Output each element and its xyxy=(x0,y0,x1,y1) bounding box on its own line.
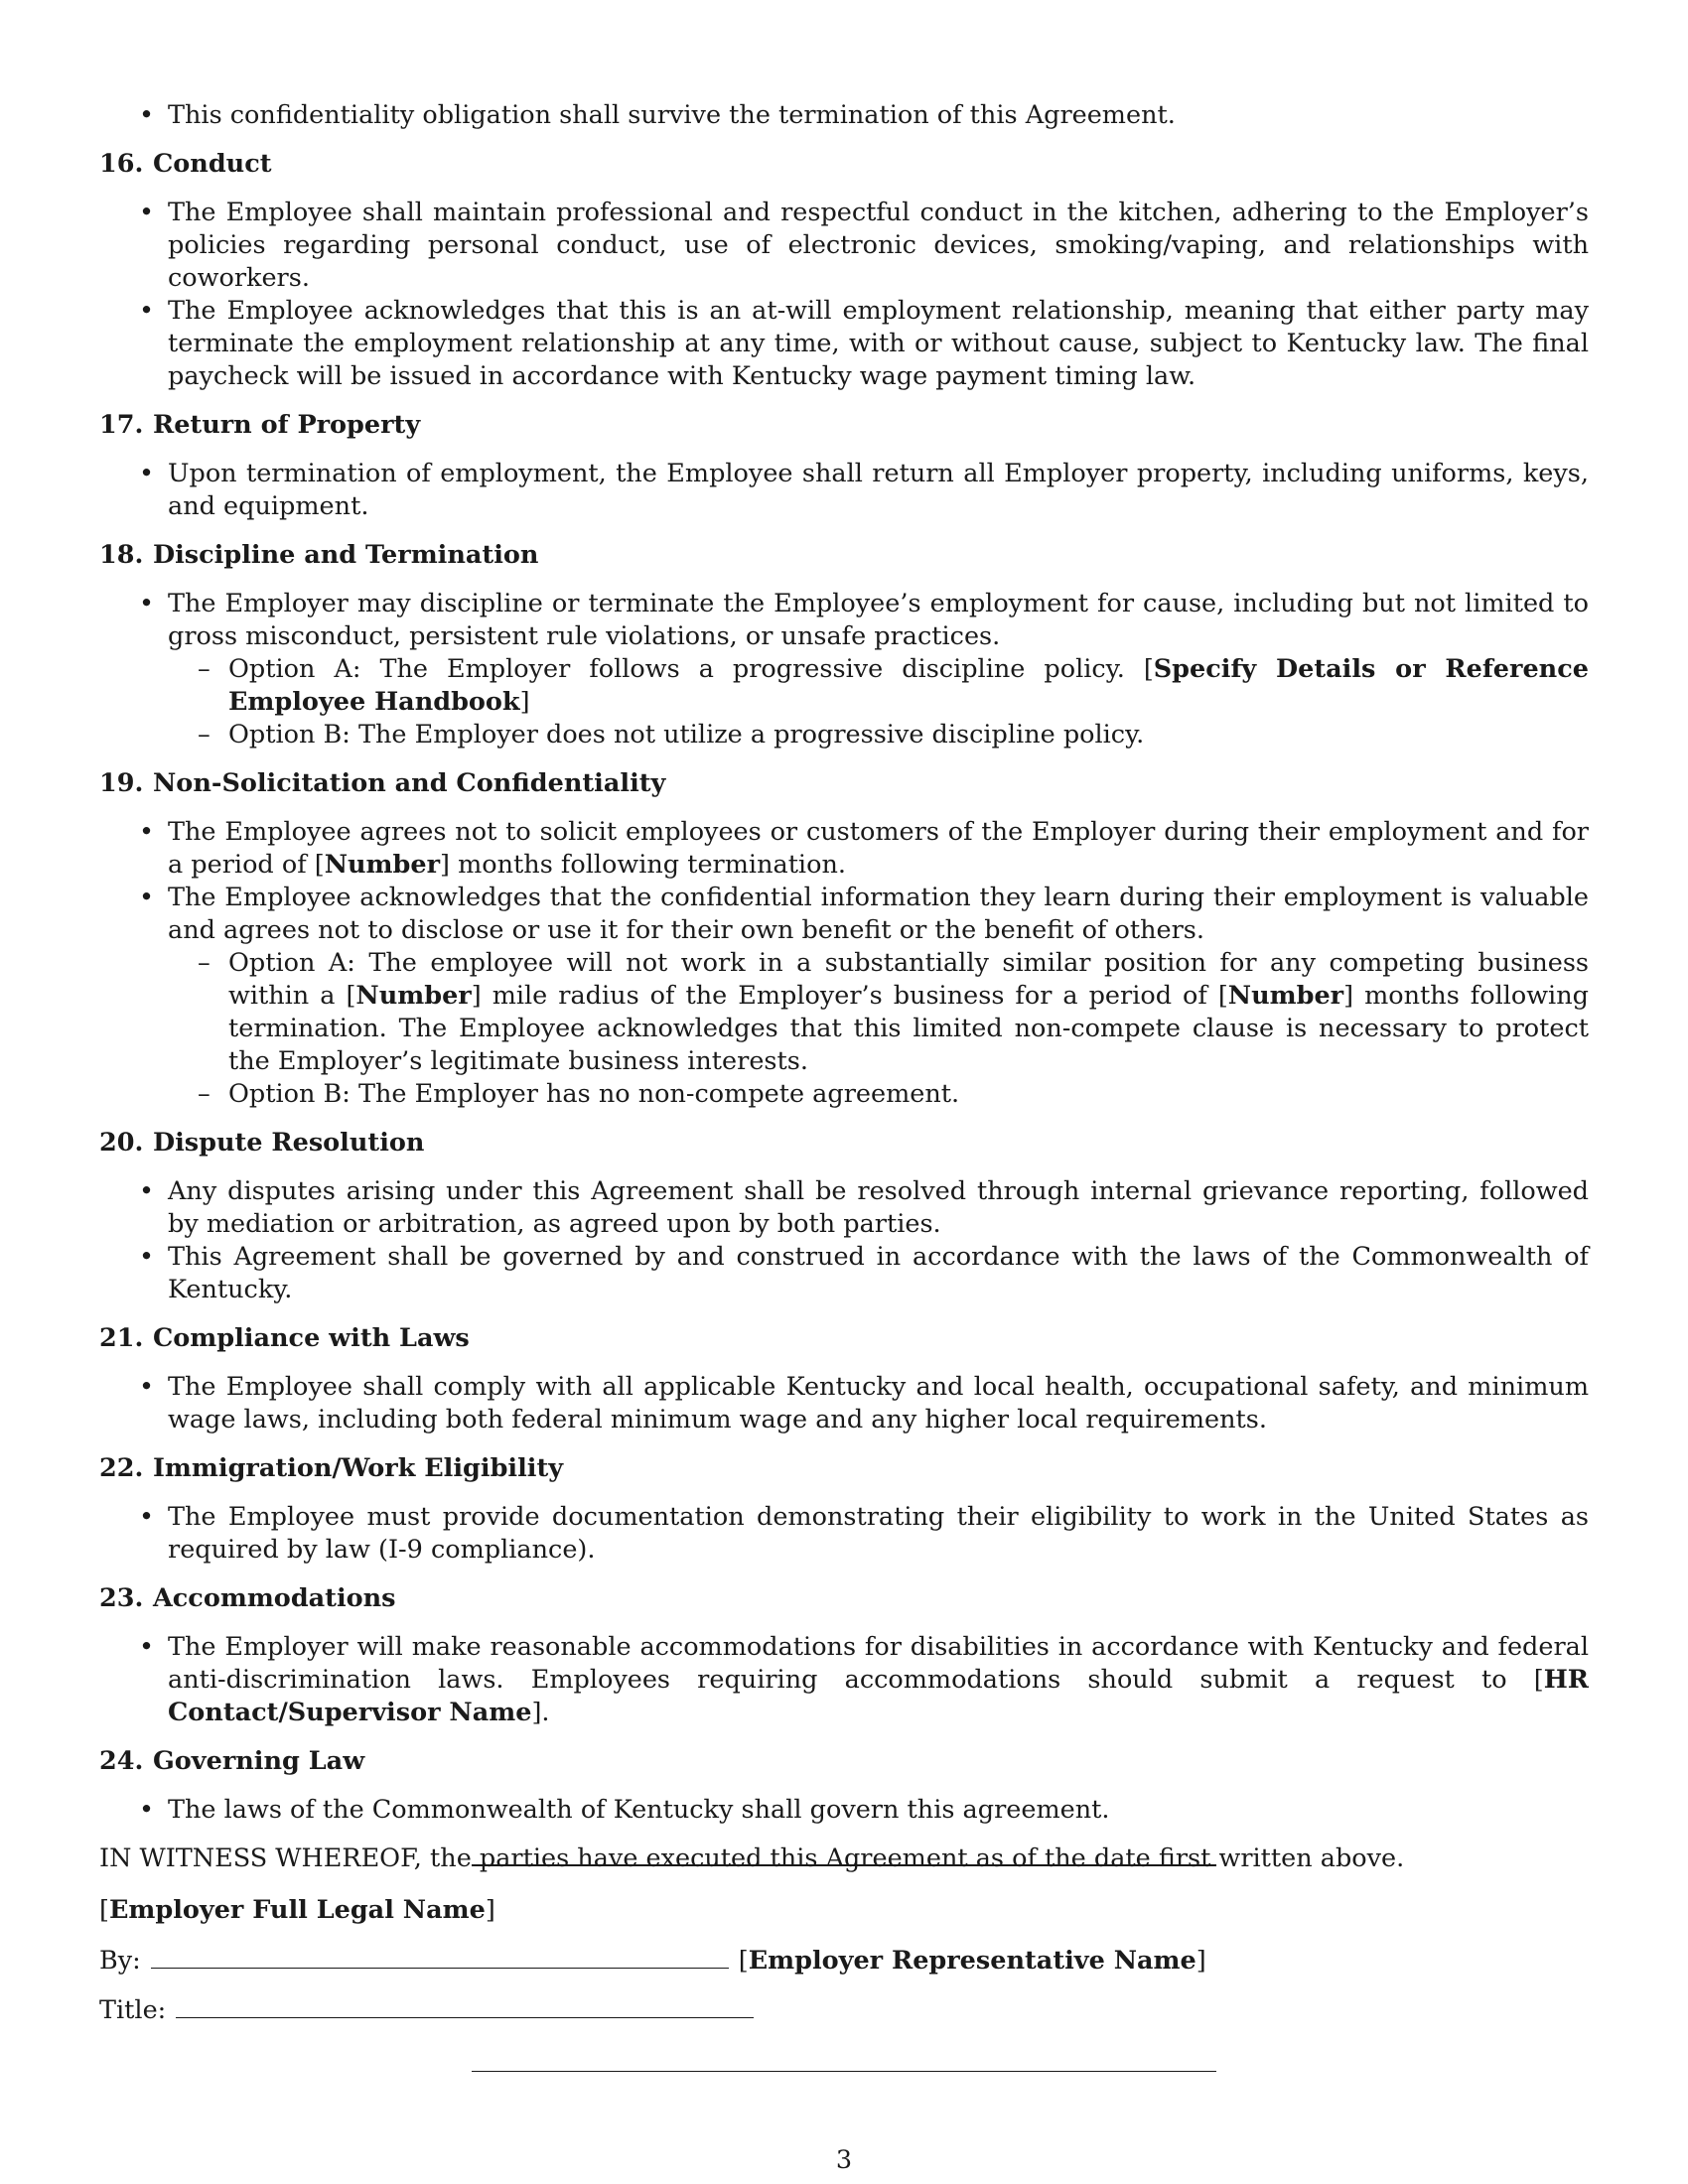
section-heading-24: 24. Governing Law xyxy=(99,1746,365,1776)
signature-rule-top xyxy=(472,1864,1216,1866)
section-heading-20: 20. Dispute Resolution xyxy=(99,1128,425,1158)
list-item: • The laws of the Commonwealth of Kentucky shall govern this agreement. xyxy=(99,1794,1589,1827)
signature-by-row: By: [Employer Representative Name] xyxy=(99,1946,1206,1976)
list-item: • The Employee shall maintain professional and respectful conduct in the kitchen, adhering to the Employer’s policies regarding personal conduct, use of electronic devices, smoking/vaping, and relationships with coworkers. xyxy=(99,197,1589,295)
section-heading-16: 16. Conduct xyxy=(99,149,272,179)
list-item: • The Employer will make reasonable accommodations for disabilities in accordance with Kentucky and federal anti-discrimination laws. Employees requiring accommodations should submit a request to [HR Contact/Supervisor Name]. xyxy=(99,1631,1589,1729)
placeholder-field: HR Contact/Supervisor Name xyxy=(168,1665,1589,1727)
signature-rule-bottom xyxy=(472,2071,1216,2072)
representative-name-placeholder: Employer Representative Name xyxy=(748,1946,1196,1976)
section-19-options xyxy=(168,947,1589,1111)
list-item: • The Employee acknowledges that the confidential information they learn during their employment is valuable and agrees not to disclose or use it for their own benefit or the benefit of others. – Option A: The employee will not work in a substantially similar position for any competing business within a [Number] mile radius of the Employer’s business for a period of [Number] months following termination. The Employee acknowledges that this limited non-compete clause is necessary to protect the Employer’s legitimate business interests. – Option B: The Employer has no non-compete agreement. xyxy=(99,882,1589,1111)
option-item: – Option A: The Employer follows a progressive discipline policy. [Specify Details or Reference Employee Handbook] xyxy=(168,653,1589,719)
placeholder-field: Number xyxy=(1227,981,1344,1011)
section-heading-19: 19. Non-Solicitation and Confidentiality xyxy=(99,768,666,798)
list-item: • The Employer may discipline or terminate the Employee’s employment for cause, including but not limited to gross misconduct, persistent rule violations, or unsafe practices. – Option A: The Employer follows a progressive discipline policy. [Specify Details or Reference Employee Handbook] – Option B: The Employer does not utilize a progressive discipline policy. xyxy=(99,588,1589,751)
section-16-list xyxy=(99,197,1589,393)
option-item: – Option A: The employee will not work in a substantially similar position for any competing business within a [Number] mile radius of the Employer’s business for a period of [Number] months following termination. The Employee acknowledges that this limited non-compete clause is necessary to protect the Employer’s legitimate business interests. xyxy=(168,947,1589,1078)
witness-statement: IN WITNESS WHEREOF, the parties have executed this Agreement as of the date first written above. xyxy=(99,1843,1405,1873)
option-item: – Option B: The Employer does not utilize a progressive discipline policy. xyxy=(168,719,1589,751)
section-18-list xyxy=(99,588,1589,751)
section-22-list xyxy=(99,1501,1589,1567)
placeholder-field: Number xyxy=(324,850,441,880)
list-item: • The Employee must provide documentation demonstrating their eligibility to work in the United States as required by law (I-9 compliance). xyxy=(99,1501,1589,1567)
title-label: Title: xyxy=(99,1995,167,2025)
placeholder-field: Specify Details or Reference Employee Handbook xyxy=(228,654,1589,717)
intro-list xyxy=(99,99,1589,132)
list-item: • The Employee shall comply with all applicable Kentucky and local health, occupational safety, and minimum wage laws, including both federal minimum wage and any higher local requirements. xyxy=(99,1371,1589,1436)
list-item: • This confidentiality obligation shall survive the termination of this Agreement. xyxy=(99,99,1589,132)
section-23-list xyxy=(99,1631,1589,1729)
employer-name-placeholder: [Employer Full Legal Name] xyxy=(99,1895,495,1925)
list-item: • The Employee acknowledges that this is an at-will employment relationship, meaning that either party may terminate the employment relationship at any time, with or without cause, subject to Kentucky law. The final paycheck will be issued in accordance with Kentucky wage payment timing law. xyxy=(99,295,1589,393)
signature-title-row xyxy=(99,1993,764,2027)
placeholder-field: Number xyxy=(355,981,472,1011)
list-item: • Any disputes arising under this Agreement shall be resolved through internal grievance reporting, followed by mediation or arbitration, as agreed upon by both parties. xyxy=(99,1175,1589,1241)
section-21-list xyxy=(99,1371,1589,1436)
section-24-list xyxy=(99,1794,1589,1827)
section-20-list xyxy=(99,1175,1589,1306)
list-item: • This Agreement shall be governed by and construed in accordance with the laws of the Commonwealth of Kentucky. xyxy=(99,1241,1589,1306)
by-label: By: xyxy=(99,1946,141,1976)
section-heading-18: 18. Discipline and Termination xyxy=(99,540,539,570)
option-item: – Option B: The Employer has no non-compete agreement. xyxy=(168,1078,1589,1111)
section-heading-23: 23. Accommodations xyxy=(99,1583,396,1613)
section-19-list xyxy=(99,816,1589,1111)
title-signature-line[interactable] xyxy=(176,1993,754,2018)
list-item: • Upon termination of employment, the Employee shall return all Employer property, including uniforms, keys, and equipment. xyxy=(99,458,1589,523)
by-signature-line[interactable] xyxy=(151,1944,729,1969)
section-heading-17: 17. Return of Property xyxy=(99,410,421,440)
page-content xyxy=(99,99,1589,1875)
section-heading-22: 22. Immigration/Work Eligibility xyxy=(99,1453,564,1483)
page-number: 3 xyxy=(835,2145,853,2175)
section-18-options xyxy=(168,653,1589,751)
section-17-list xyxy=(99,458,1589,523)
section-heading-21: 21. Compliance with Laws xyxy=(99,1323,470,1353)
list-item: • The Employee agrees not to solicit employees or customers of the Employer during their employment and for a period of [Number] months following termination. xyxy=(99,816,1589,882)
